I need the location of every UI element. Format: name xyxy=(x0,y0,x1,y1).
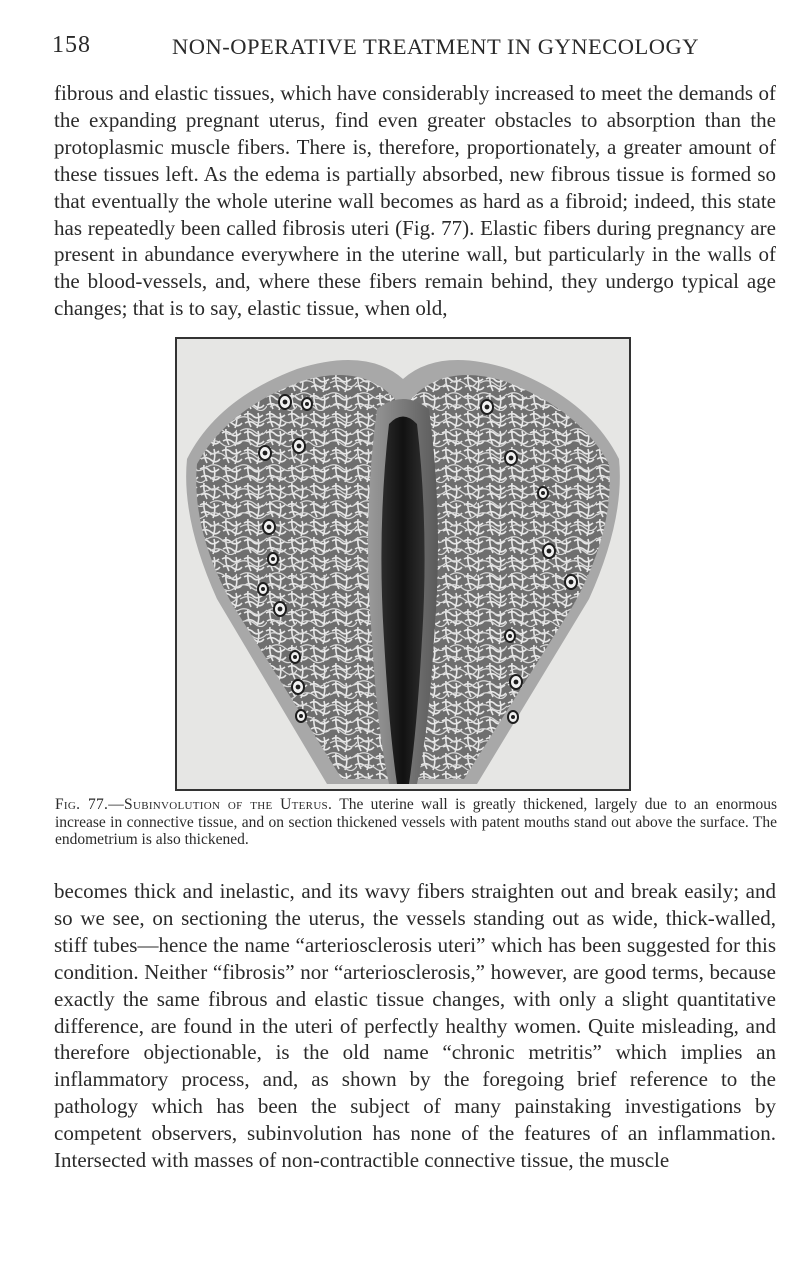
body-paragraph-2: becomes thick and inelastic, and its wavy fibers straighten out and break easily; and so we see, on sectioning the uterus, the vessels standing out as wide, thick-walled, stiff tubes—hence the name “arteriosclerosis uteri” which has been suggested for this condition. Neither “fibrosis” nor “arteriosclerosis,” however, are good terms, because exactly the same fibrous and elastic tissue changes, with only a slight quantitative difference, are found in the uteri of perfectly healthy women. Quite misleading, and therefore objectionable, is the old name “chronic metritis” which implies an inflammatory process, and, as shown by the foregoing brief reference to the pathology which has been the subject of many painstaking investigations by competent observers, subinvolution has none of the features of an inflammation. Intersected with masses of non-contractible connective tissue, the muscle xyxy=(54,879,776,1173)
figure-caption xyxy=(55,796,777,849)
running-head: NON-OPERATIVE TREATMENT IN GYNECOLOGY xyxy=(172,34,700,59)
figure-illustration xyxy=(175,337,631,791)
page-number: 158 xyxy=(52,32,91,58)
figure-caption-text: The uterine wall is greatly thickened, largely due to an enormous increase in connective tissue, and on section thickened vessels with patent mouths stand out above the surface. The endometrium is also thickened. xyxy=(55,796,777,848)
uterus-section-drawing xyxy=(177,339,629,789)
page-header xyxy=(52,30,772,70)
figure-caption-label: Fig. 77.—Subinvolution of the Uterus. xyxy=(55,796,333,813)
body-paragraph-1: fibrous and elastic tissues, which have considerably increased to meet the demands of the expanding pregnant uterus, find even greater obstacles to absorption than the protoplasmic muscle fibers. There is, therefore, proportionately, a greater amount of these tissues left. As the edema is partially absorbed, new fibrous tissue is formed so that eventually the whole uterine wall becomes as hard as a fibroid; indeed, this state has repeatedly been called fibrosis uteri (Fig. 77). Elastic fibers during pregnancy are present in abundance everywhere in the uterine wall, but particularly in the walls of the blood-vessels, and, where these fibers remain behind, they undergo typical age changes; that is to say, elastic tissue, when old, xyxy=(54,81,776,321)
